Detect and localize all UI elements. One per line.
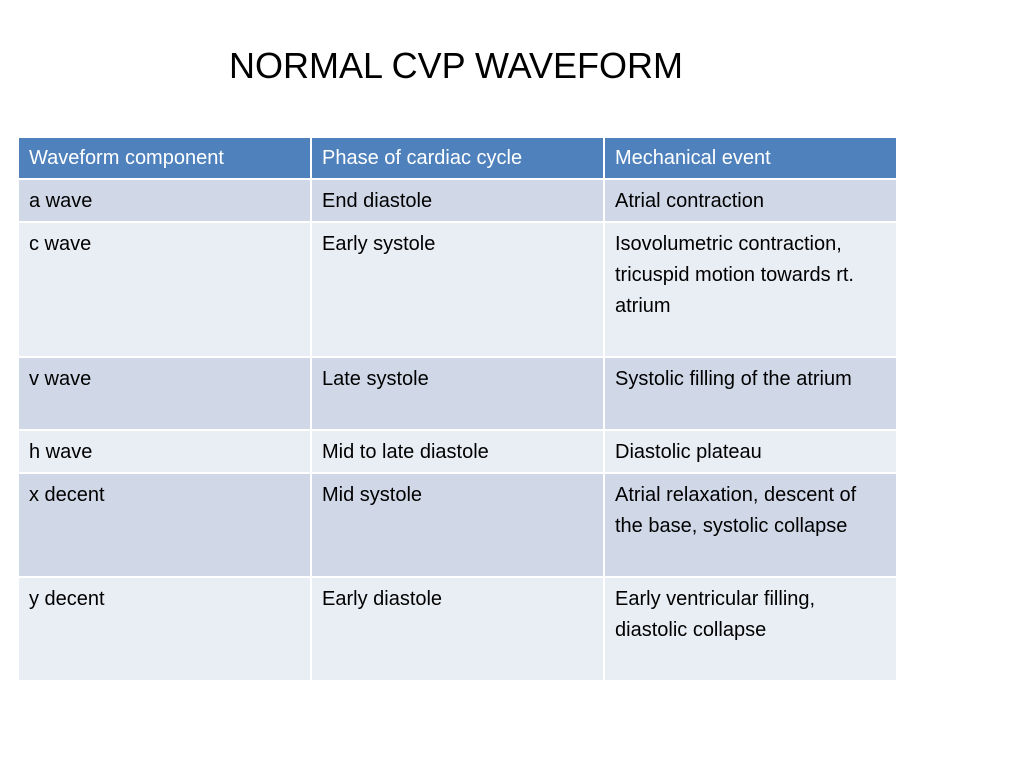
- cell-phase: Mid systole: [311, 473, 604, 577]
- table-row: [18, 577, 897, 681]
- cell-phase: Early systole: [311, 222, 604, 357]
- cell-waveform-component: y decent: [18, 577, 311, 681]
- header-waveform-component: Waveform component: [18, 137, 311, 179]
- cell-waveform-component: a wave: [18, 179, 311, 222]
- cell-mechanical-event: Atrial relaxation, descent of the base, systolic collapse: [604, 473, 897, 577]
- table-row: [18, 179, 897, 222]
- slide-title: NORMAL CVP WAVEFORM: [228, 45, 684, 86]
- header-mechanical-event: Mechanical event: [604, 137, 897, 179]
- cell-waveform-component: c wave: [18, 222, 311, 357]
- cell-waveform-component: x decent: [18, 473, 311, 577]
- cell-mechanical-event: Diastolic plateau: [604, 430, 897, 473]
- cell-mechanical-event: Isovolumetric contraction, tricuspid motion towards rt. atrium: [604, 222, 897, 357]
- cell-mechanical-event: Atrial contraction: [604, 179, 897, 222]
- table-row: [18, 222, 897, 357]
- cell-phase: End diastole: [311, 179, 604, 222]
- cell-waveform-component: v wave: [18, 357, 311, 430]
- table-row: [18, 473, 897, 577]
- table-row: [18, 430, 897, 473]
- cvp-waveform-table: [17, 136, 898, 682]
- cell-phase: Early diastole: [311, 577, 604, 681]
- header-phase-of-cardiac-cycle: Phase of cardiac cycle: [311, 137, 604, 179]
- cell-waveform-component: h wave: [18, 430, 311, 473]
- table-header-row: [18, 137, 897, 179]
- cell-phase: Mid to late diastole: [311, 430, 604, 473]
- cell-mechanical-event: Early ventricular filling, diastolic collapse: [604, 577, 897, 681]
- table-row: [18, 357, 897, 430]
- cell-phase: Late systole: [311, 357, 604, 430]
- cell-mechanical-event: Systolic filling of the atrium: [604, 357, 897, 430]
